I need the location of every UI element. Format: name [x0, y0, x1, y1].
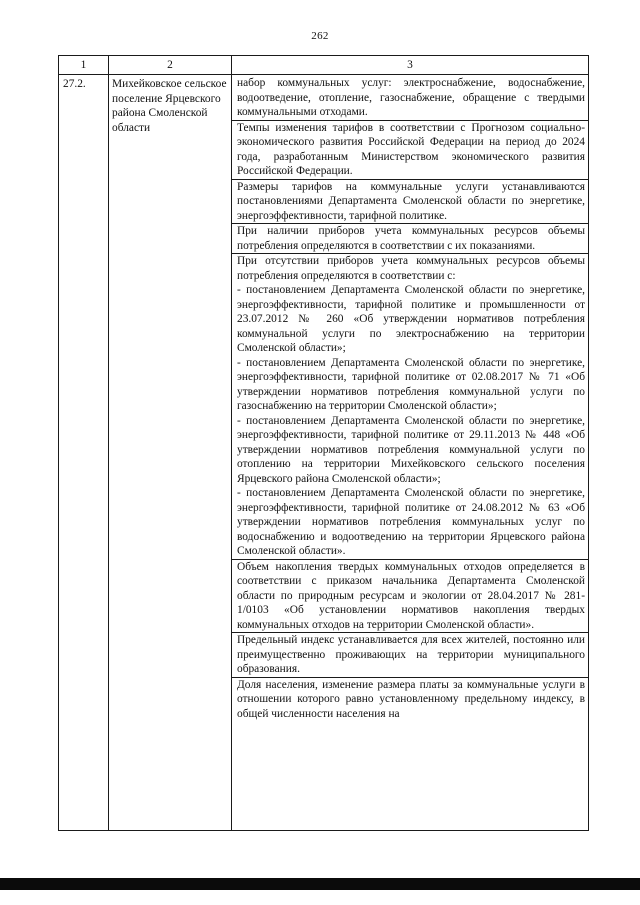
waste-volume-block	[232, 560, 588, 634]
population-share-block	[232, 678, 588, 722]
column-header-number: 1	[59, 56, 109, 75]
list-item: - постановлением Департамента Смоленской области по энергетике, энергоэффективности, тарифной политике от 02.08.2017 № 71 «Об утверждении нормативов потребления коммунальной услуги по газоснабжению на территории Смоленской области»;	[237, 356, 585, 412]
table-row	[59, 75, 589, 831]
limit-index-block	[232, 633, 588, 678]
utility-set-block	[232, 76, 588, 121]
paragraph: Доля населения, изменение размера платы за коммунальные услуги в отношении которого равно установленному предельному индексу, в общей численности населения на	[237, 678, 585, 720]
paragraph: набор коммунальных услуг: электроснабжение, водоснабжение, водоотведение, отопление, газоснабжение, обращение с твердыми коммунальными отходами.	[237, 77, 585, 118]
list-item: - постановлением Департамента Смоленской области по энергетике, энергоэффективности, тарифной политике и промышленности от 23.07.2012 № 260 «Об утверждении нормативов потребления коммунальной услуги по электроснабжению на территории Смоленской области»;	[237, 284, 585, 354]
row-number: 27.2.	[59, 75, 109, 831]
municipality-name: Михейковское сельское поселение Ярцевского района Смоленской области	[109, 75, 232, 831]
paragraph: Размеры тарифов на коммунальные услуги устанавливаются постановлениями Департамента Смоленской области по энергетике, энергоэффективности, тарифной политике.	[237, 180, 585, 222]
paragraph: При отсутствии приборов учета коммунальных ресурсов объемы потребления определяются в соответствии с:	[237, 255, 585, 282]
column-header-content: 3	[232, 56, 589, 75]
content-cell	[232, 75, 589, 831]
page-number: 262	[311, 30, 329, 42]
paragraph: При наличии приборов учета коммунальных ресурсов объемы потребления определяются в соответствии с их показаниями.	[237, 225, 585, 252]
tariff-table	[58, 55, 589, 831]
paragraph: Темпы изменения тарифов в соответствии с Прогнозом социально-экономического развития Российской Федерации на период до 2024 года, разработанным Министерством экономического развития Российской Федерации.	[237, 121, 585, 177]
table-header-row	[59, 56, 589, 75]
paragraph: Предельный индекс устанавливается для всех жителей, постоянно или преимущественно проживающих на территории муниципального образования.	[237, 634, 585, 675]
list-item: - постановлением Департамента Смоленской области по энергетике, энергоэффективности, тарифной политике от 24.08.2012 № 63 «Об утверждении нормативов потребления коммунальных услуг по водоснабжению и водоотведению на территории Ярцевского района Смоленской области».	[237, 487, 585, 557]
norms-block	[232, 254, 588, 560]
column-header-municipality: 2	[109, 56, 232, 75]
paragraph: Объем накопления твердых коммунальных отходов определяется в соответствии с приказом начальника Департамента Смоленской области по природным ресурсам и экологии от 28.04.2017 № 281-1/0103 «Об установлении нормативов накопления твердых коммунальных отходов на территории Смоленской области».	[237, 560, 585, 631]
scan-edge-bar	[0, 878, 640, 890]
tariff-size-block	[232, 180, 588, 225]
list-item: - постановлением Департамента Смоленской области по энергетике, энергоэффективности, тарифной политике от 29.11.2013 № 448 «Об утверждении нормативов потребления коммунальной услуги по отоплению на территории Михейковского сельского поселения Ярцевского района Смоленской области»;	[237, 414, 585, 485]
metering-block	[232, 224, 588, 254]
tariff-rate-block	[232, 121, 588, 180]
